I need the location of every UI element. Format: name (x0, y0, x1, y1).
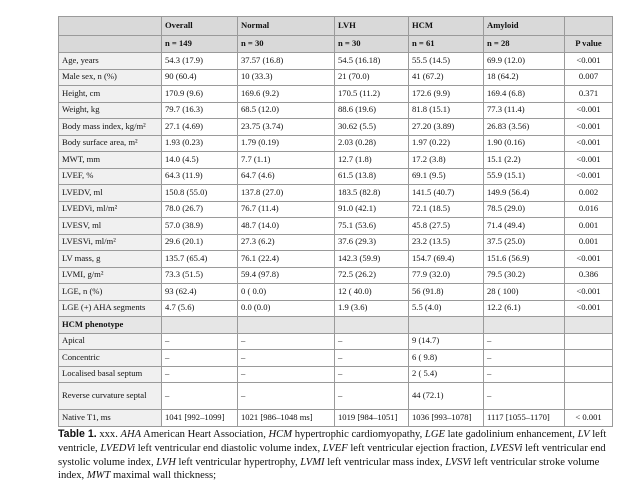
table-caption (58, 428, 618, 483)
table-cell: – (238, 366, 335, 383)
table-cell: 23.2 (13.5) (409, 234, 484, 251)
row-label: Weight, kg (59, 102, 162, 119)
p-value-cell: 0.371 (565, 86, 613, 103)
table-row (59, 234, 613, 251)
row-label: Male sex, n (%) (59, 69, 162, 86)
table-cell: – (238, 350, 335, 367)
table-cell: 71.4 (49.4) (484, 218, 565, 235)
table-cell: 1041 [992–1099] (162, 410, 238, 427)
p-value-cell (565, 366, 613, 383)
table-cell: 28 ( 100) (484, 284, 565, 301)
p-value-cell: <0.001 (565, 102, 613, 119)
caption-text: left ventricular ejection fraction, (347, 442, 491, 454)
caption-text: left ventricular stroke volume index, (58, 456, 600, 482)
p-value-cell: 0.001 (565, 218, 613, 235)
data-table-container (58, 16, 612, 427)
phenotype-row (59, 383, 613, 410)
group-empty-cell (162, 317, 238, 334)
caption-abbrev: AHA (120, 429, 142, 440)
header-row-counts (59, 36, 613, 53)
header-count-overall: n = 149 (162, 36, 238, 53)
table-row (59, 152, 613, 169)
row-label: Height, cm (59, 86, 162, 103)
row-label: Age, years (59, 53, 162, 70)
table-cell: 55.5 (14.5) (409, 53, 484, 70)
table-cell: 93 (62.4) (162, 284, 238, 301)
group-empty-cell (335, 317, 409, 334)
table-cell: 150.8 (55.0) (162, 185, 238, 202)
table-cell: 1117 [1055–1170] (484, 410, 565, 427)
table-cell: 12 ( 40.0) (335, 284, 409, 301)
group-empty-cell (238, 317, 335, 334)
phenotype-row (59, 366, 613, 383)
table-cell: – (484, 333, 565, 350)
table-cell: 1.9 (3.6) (335, 300, 409, 317)
table-row (59, 168, 613, 185)
table-cell: – (162, 383, 238, 410)
table-cell: – (238, 383, 335, 410)
caption-text: hypertrophic cardiomyopathy, (292, 429, 425, 440)
table-cell: 9 (14.7) (409, 333, 484, 350)
table-cell: 69.1 (9.5) (409, 168, 484, 185)
table-cell: 27.3 (6.2) (238, 234, 335, 251)
table-cell: 76.1 (22.4) (238, 251, 335, 268)
p-value-cell: <0.001 (565, 284, 613, 301)
p-value-cell (565, 383, 613, 410)
p-value-cell: <0.001 (565, 251, 613, 268)
table-cell: 78.5 (29.0) (484, 201, 565, 218)
p-value-cell (565, 333, 613, 350)
native-t1-row (59, 410, 613, 427)
caption-text: left ventricular mass index, (324, 456, 446, 468)
table-cell: 78.0 (26.7) (162, 201, 238, 218)
caption-text: late gadolinium enhancement, (444, 429, 578, 440)
table-cell: 29.6 (20.1) (162, 234, 238, 251)
table-cell: 7.7 (1.1) (238, 152, 335, 169)
header-p-blank (565, 17, 613, 36)
table-cell: 154.7 (69.4) (409, 251, 484, 268)
header-row-groups (59, 17, 613, 36)
phenotype-row (59, 350, 613, 367)
caption-abbrev: HCM (268, 429, 293, 440)
row-label: MWT, mm (59, 152, 162, 169)
header-count-blank (59, 36, 162, 53)
table-cell: – (335, 333, 409, 350)
row-label: Reverse curvature septal (59, 383, 162, 410)
table-cell: 1.97 (0.22) (409, 135, 484, 152)
header-count-normal: n = 30 (238, 36, 335, 53)
group-empty-cell (409, 317, 484, 334)
caption-abbrev: LVH (156, 456, 176, 468)
caption-abbrev: MWT (86, 470, 111, 482)
row-label: LVEDV, ml (59, 185, 162, 202)
table-row (59, 201, 613, 218)
table-row (59, 102, 613, 119)
p-value-cell: 0.386 (565, 267, 613, 284)
table-cell: 69.9 (12.0) (484, 53, 565, 70)
table-cell: 12.2 (6.1) (484, 300, 565, 317)
table-cell: 54.5 (16.18) (335, 53, 409, 70)
header-p-value: P value (565, 36, 613, 53)
phenotype-group-row (59, 317, 613, 334)
table-cell: 151.6 (56.9) (484, 251, 565, 268)
table-row (59, 86, 613, 103)
caption-text: left ventricular end diastolic volume index, (135, 442, 323, 454)
header-group-normal: Normal (238, 17, 335, 36)
p-value-cell: <0.001 (565, 119, 613, 136)
row-label: Body surface area, m² (59, 135, 162, 152)
caption-abbrev: LVESVi (490, 442, 523, 454)
table-cell: 79.7 (16.3) (162, 102, 238, 119)
table-cell: 77.3 (11.4) (484, 102, 565, 119)
row-label: Apical (59, 333, 162, 350)
caption-abbrev: LVSVi (445, 456, 472, 468)
row-label: LVMI, g/m² (59, 267, 162, 284)
table-cell: 77.9 (32.0) (409, 267, 484, 284)
header-group-lvh: LVH (335, 17, 409, 36)
table-row (59, 185, 613, 202)
table-cell: – (162, 333, 238, 350)
header-label-cell (59, 17, 162, 36)
table-cell: 76.7 (11.4) (238, 201, 335, 218)
table-cell: 12.7 (1.8) (335, 152, 409, 169)
row-label: Body mass index, kg/m² (59, 119, 162, 136)
row-label: Native T1, ms (59, 410, 162, 427)
table-cell: 44 (72.1) (409, 383, 484, 410)
table-row (59, 69, 613, 86)
table-cell: 54.3 (17.9) (162, 53, 238, 70)
table-cell: 75.1 (53.6) (335, 218, 409, 235)
group-empty-cell (565, 317, 613, 334)
phenotype-row (59, 333, 613, 350)
table-cell: 170.9 (9.6) (162, 86, 238, 103)
table-cell: 17.2 (3.8) (409, 152, 484, 169)
table-cell: 68.5 (12.0) (238, 102, 335, 119)
table-cell: 56 (91.8) (409, 284, 484, 301)
group-empty-cell (484, 317, 565, 334)
table-cell: 37.57 (16.8) (238, 53, 335, 70)
table-cell: 72.1 (18.5) (409, 201, 484, 218)
table-cell: 57.0 (38.9) (162, 218, 238, 235)
table-cell: 59.4 (97.8) (238, 267, 335, 284)
table-cell: – (335, 350, 409, 367)
table-cell: 37.5 (25.0) (484, 234, 565, 251)
table-cell: – (335, 366, 409, 383)
caption-text: left ventricle, (58, 429, 607, 454)
table-cell: 21 (70.0) (335, 69, 409, 86)
row-label: Concentric (59, 350, 162, 367)
table-cell: 10 (33.3) (238, 69, 335, 86)
p-value-cell: 0.016 (565, 201, 613, 218)
table-cell: 91.0 (42.1) (335, 201, 409, 218)
header-group-amyloid: Amyloid (484, 17, 565, 36)
row-label: LGE, n (%) (59, 284, 162, 301)
row-label: Localised basal septum (59, 366, 162, 383)
table-cell: 37.6 (29.3) (335, 234, 409, 251)
table-cell: 81.8 (15.1) (409, 102, 484, 119)
caption-lead: Table 1. (58, 428, 97, 440)
table-cell: 0 ( 0.0) (238, 284, 335, 301)
p-value-cell: < 0.001 (565, 410, 613, 427)
table-cell: 1019 [984–1051] (335, 410, 409, 427)
table-cell: 64.7 (4.6) (238, 168, 335, 185)
table-cell: 23.75 (3.74) (238, 119, 335, 136)
table-cell: 170.5 (11.2) (335, 86, 409, 103)
table-cell: 4.7 (5.6) (162, 300, 238, 317)
table-cell: 41 (67.2) (409, 69, 484, 86)
p-value-cell: <0.001 (565, 300, 613, 317)
row-label: LGE (+) AHA segments (59, 300, 162, 317)
table-cell: 1036 [993–1078] (409, 410, 484, 427)
caption-text: left ventricular hypertrophy, (175, 456, 301, 468)
table-cell: 73.3 (51.5) (162, 267, 238, 284)
table-cell: – (162, 350, 238, 367)
table-cell: – (162, 366, 238, 383)
row-label: LVESVi, ml/m² (59, 234, 162, 251)
table-cell: 14.0 (4.5) (162, 152, 238, 169)
header-count-hcm: n = 61 (409, 36, 484, 53)
caption-abbrev: LVEF (322, 442, 348, 454)
table-cell: 88.6 (19.6) (335, 102, 409, 119)
p-value-cell (565, 350, 613, 367)
table-cell: 18 (64.2) (484, 69, 565, 86)
header-group-hcm: HCM (409, 17, 484, 36)
caption-text: xxx. (96, 429, 121, 440)
caption-text: left ventricular end systolic volume index, (58, 442, 606, 468)
table-cell: – (335, 383, 409, 410)
table-cell: 27.1 (4.69) (162, 119, 238, 136)
header-count-amyloid: n = 28 (484, 36, 565, 53)
table-cell: 48.7 (14.0) (238, 218, 335, 235)
data-table (58, 16, 613, 427)
p-value-cell: 0.002 (565, 185, 613, 202)
caption-text: American Heart Association, (141, 429, 269, 440)
table-cell: 2.03 (0.28) (335, 135, 409, 152)
p-value-cell: <0.001 (565, 168, 613, 185)
caption-abbrev: LGE (424, 429, 445, 440)
table-cell: 5.5 (4.0) (409, 300, 484, 317)
table-row (59, 218, 613, 235)
phenotype-group-title: HCM phenotype (59, 317, 162, 334)
table-cell: 169.4 (6.8) (484, 86, 565, 103)
table-cell: 30.62 (5.5) (335, 119, 409, 136)
table-cell: 26.83 (3.56) (484, 119, 565, 136)
table-cell: 55.9 (15.1) (484, 168, 565, 185)
table-cell: 15.1 (2.2) (484, 152, 565, 169)
p-value-cell: <0.001 (565, 135, 613, 152)
table-cell: – (484, 350, 565, 367)
p-value-cell: <0.001 (565, 53, 613, 70)
caption-body (58, 429, 606, 481)
table-cell: – (238, 333, 335, 350)
table-cell: – (484, 366, 565, 383)
table-cell: 72.5 (26.2) (335, 267, 409, 284)
table-cell: 27.20 (3.89) (409, 119, 484, 136)
row-label: LVESV, ml (59, 218, 162, 235)
table-cell: 1.79 (0.19) (238, 135, 335, 152)
table-cell: 1.90 (0.16) (484, 135, 565, 152)
table-cell: 0.0 (0.0) (238, 300, 335, 317)
table-body (59, 53, 613, 427)
table-row (59, 135, 613, 152)
table-row (59, 53, 613, 70)
table-row (59, 267, 613, 284)
table-row (59, 284, 613, 301)
table-row (59, 300, 613, 317)
p-value-cell: 0.001 (565, 234, 613, 251)
header-count-lvh: n = 30 (335, 36, 409, 53)
row-label: LVEDVi, ml/m² (59, 201, 162, 218)
header-group-overall: Overall (162, 17, 238, 36)
p-value-cell: 0.007 (565, 69, 613, 86)
table-cell: 6 ( 9.8) (409, 350, 484, 367)
table-row (59, 251, 613, 268)
row-label: LVEF, % (59, 168, 162, 185)
table-cell: 135.7 (65.4) (162, 251, 238, 268)
table-cell: 2 ( 5.4) (409, 366, 484, 383)
table-cell: 169.6 (9.2) (238, 86, 335, 103)
table-cell: 90 (60.4) (162, 69, 238, 86)
table-cell: 64.3 (11.9) (162, 168, 238, 185)
table-cell: 172.6 (9.9) (409, 86, 484, 103)
table-cell: 142.3 (59.9) (335, 251, 409, 268)
table-row (59, 119, 613, 136)
caption-abbrev: LVMI (300, 456, 325, 468)
caption-text: maximal wall thickness; (110, 470, 217, 482)
table-cell: – (484, 383, 565, 410)
table-cell: 1021 [986–1048 ms] (238, 410, 335, 427)
table-cell: 1.93 (0.23) (162, 135, 238, 152)
table-cell: 149.9 (56.4) (484, 185, 565, 202)
row-label: LV mass, g (59, 251, 162, 268)
caption-abbrev: LVEDVi (100, 442, 136, 454)
table-cell: 79.5 (30.2) (484, 267, 565, 284)
table-cell: 141.5 (40.7) (409, 185, 484, 202)
caption-abbrev: LV (577, 429, 590, 440)
table-cell: 183.5 (82.8) (335, 185, 409, 202)
table-cell: 61.5 (13.8) (335, 168, 409, 185)
table-cell: 45.8 (27.5) (409, 218, 484, 235)
p-value-cell: <0.001 (565, 152, 613, 169)
table-cell: 137.8 (27.0) (238, 185, 335, 202)
